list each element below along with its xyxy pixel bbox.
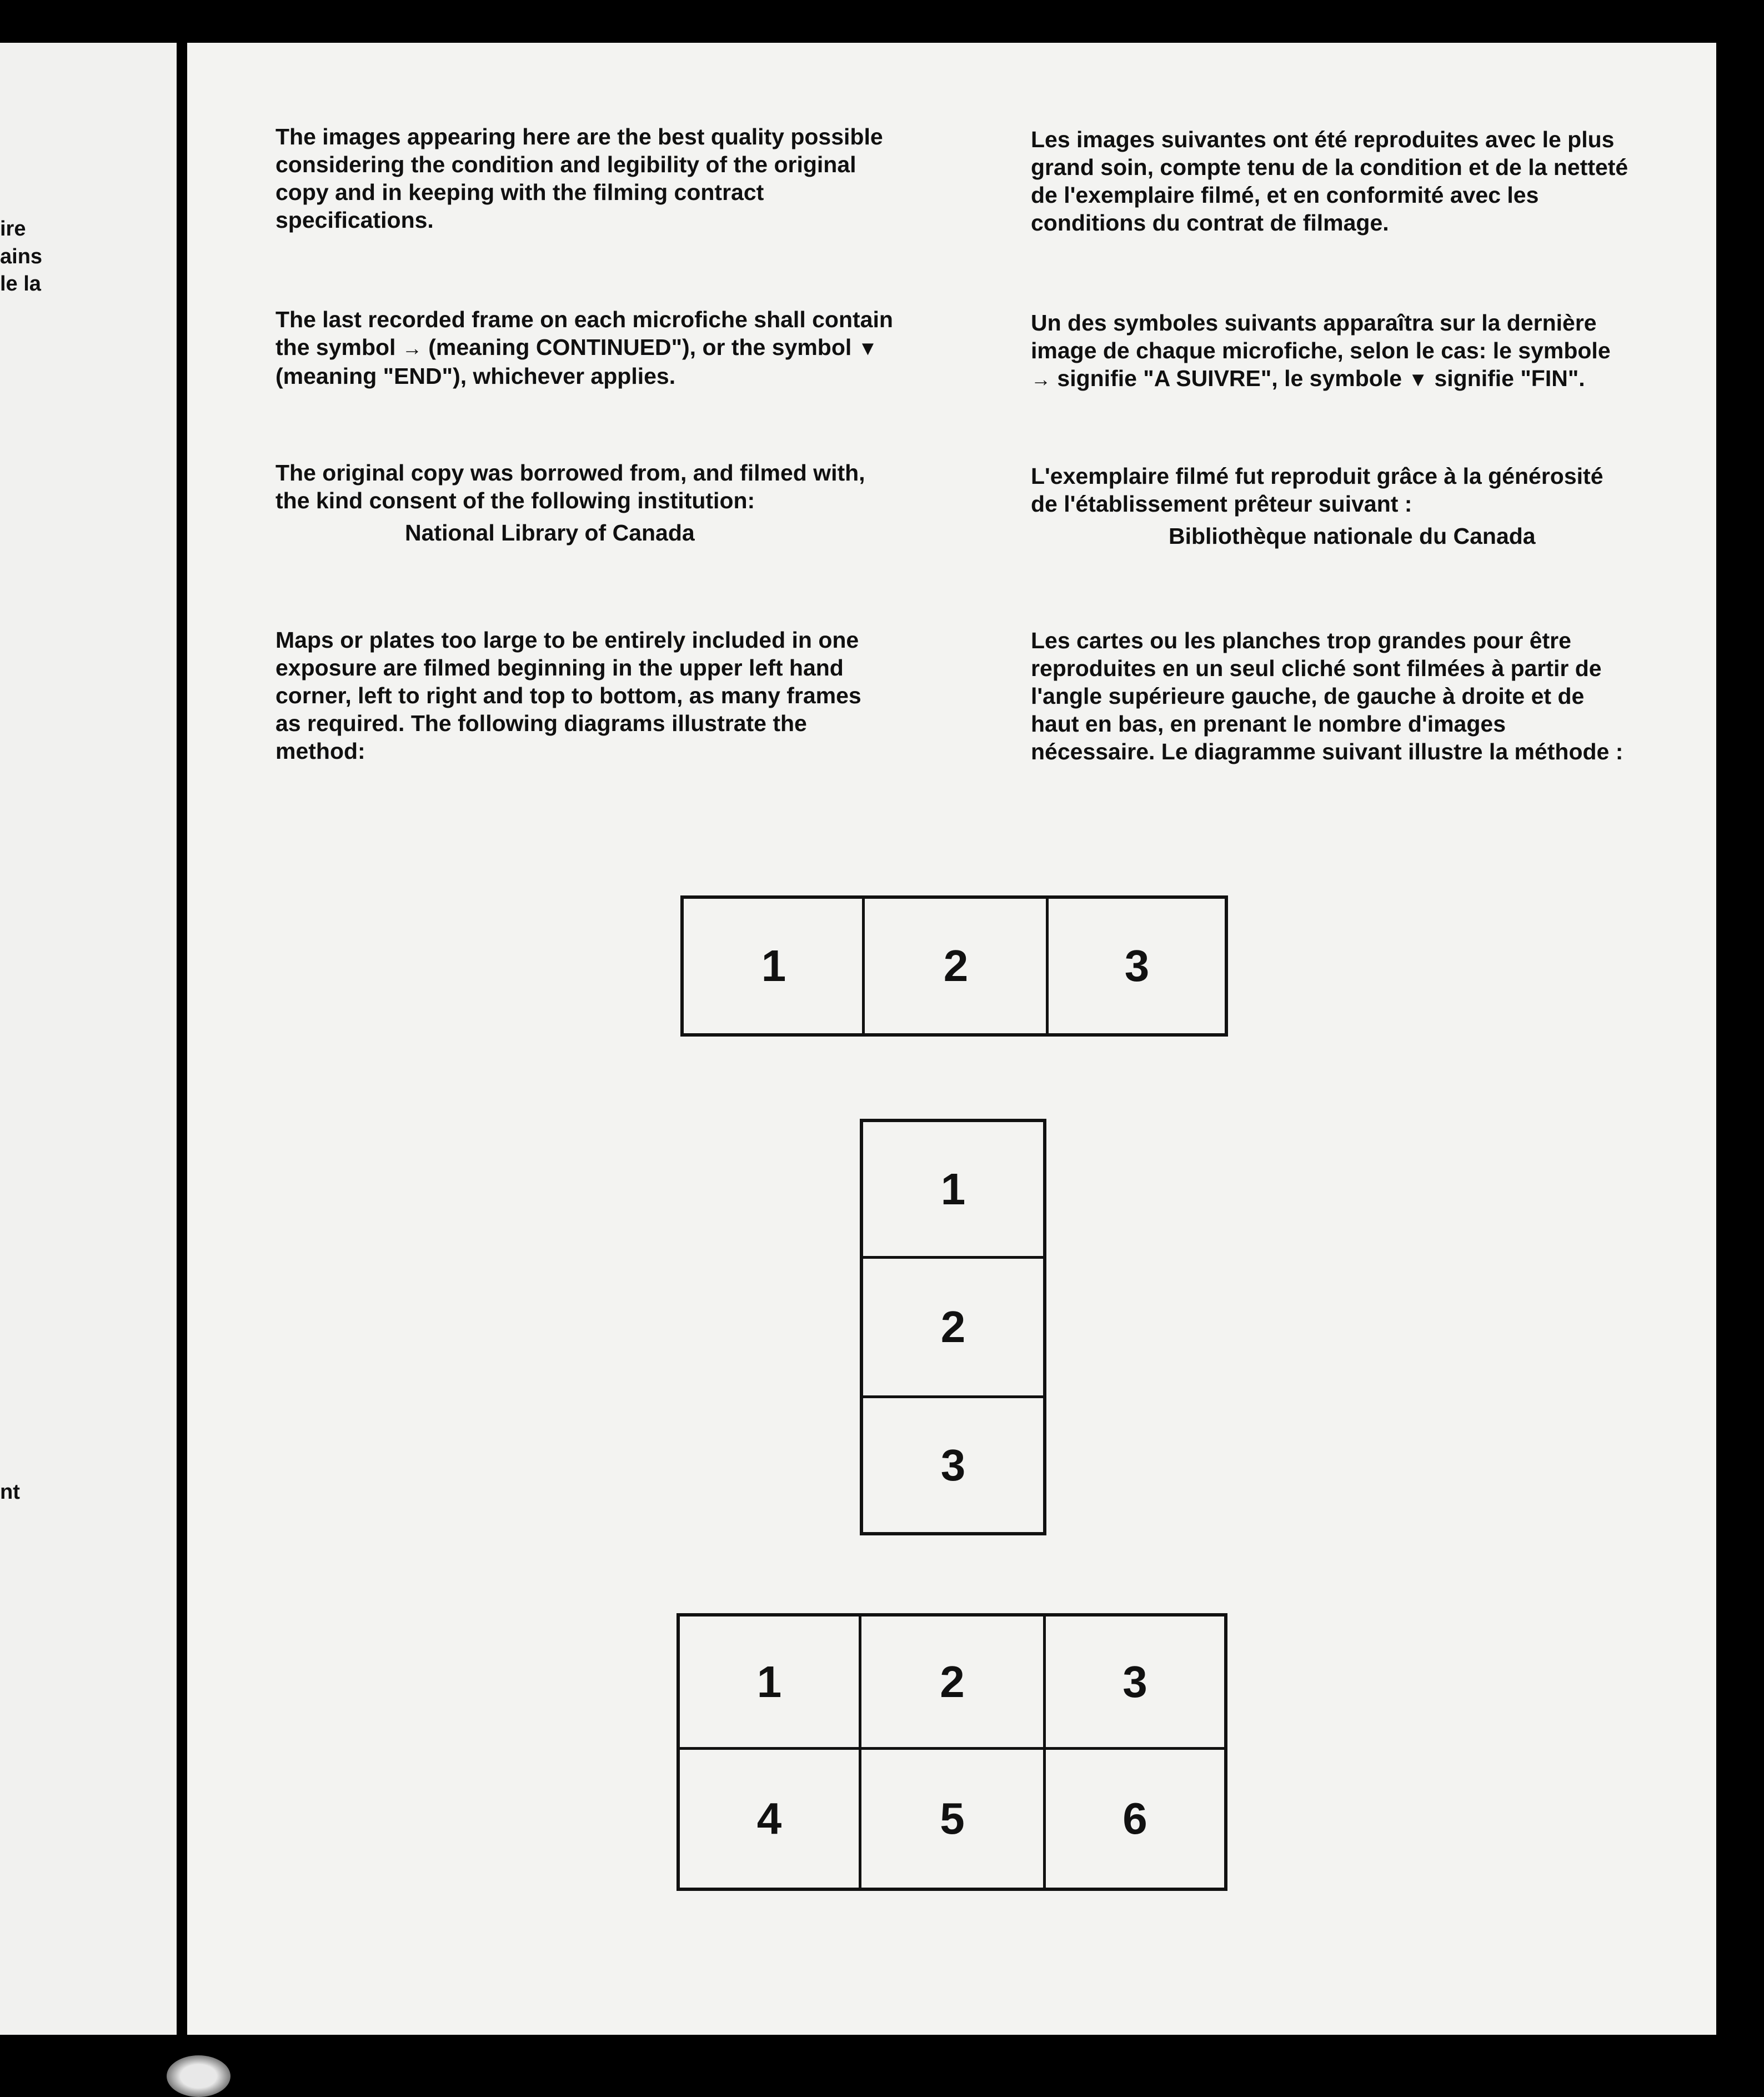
frame-cell: 3 (1122, 1656, 1147, 1706)
frame-cell: 2 (940, 1302, 966, 1352)
grid-frame-diagram (676, 1613, 1227, 1891)
frame-cell: 2 (940, 1656, 965, 1706)
end-triangle-icon: ▼ (1408, 368, 1429, 391)
frame-cell: 3 (940, 1440, 966, 1490)
english-institution-name: National Library of Canada (405, 520, 695, 545)
previous-page-edge (0, 43, 177, 2035)
english-quality-statement (275, 123, 898, 234)
english-paragraph-4: Maps or plates too large to be entirely included in one exposure are filmed beginning in the upper left hand corner, left to right and top to bottom, as many frames as required. The following diagrams illustrate the method: (275, 627, 861, 764)
french-paragraph-3: L'exemplaire filmé fut reproduit grâce à la générosité de l'établissement prêteur suivant : (1031, 463, 1603, 517)
english-paragraph-2: The last recorded frame on each microfiche shall contain the symbol → (meaning CONTINUED"), or the symbol ▼ (meaning "END"), whichever applies. (275, 307, 893, 389)
prev-page-fragment: ire (0, 217, 26, 241)
prev-page-fragment: le la (0, 272, 41, 296)
english-paragraph-1: The images appearing here are the best quality possible considering the condition and legibility of the original copy and in keeping with the filming contract specifications. (275, 124, 883, 233)
continued-arrow-icon: → (1031, 368, 1051, 391)
horizontal-frame-diagram (680, 895, 1228, 1037)
french-paragraph-1: Les images suivantes ont été reproduites avec le plus grand soin, compte tenu de la condition et de la netteté de l'exemplaire filmé, et en conformité avec les conditions du contrat de filmage. (1031, 127, 1628, 236)
french-maps-statement (1031, 627, 1631, 765)
frame-cell: 2 (943, 941, 969, 990)
french-institution-name: Bibliothèque nationale du Canada (1169, 523, 1536, 549)
english-symbol-statement (275, 306, 898, 390)
french-paragraph-2: Un des symboles suivants apparaîtra sur la dernière image de chaque microfiche, selon le cas: le symbole → signifie "A SUIVRE", le symbole ▼ signifie "FIN". (1031, 310, 1611, 391)
end-triangle-icon: ▼ (858, 337, 878, 359)
french-institution-statement (1031, 462, 1631, 550)
frame-cell: 1 (940, 1164, 966, 1214)
frame-cell: 1 (761, 941, 786, 990)
frame-cell: 3 (1124, 941, 1150, 990)
french-symbol-statement (1031, 309, 1631, 393)
frame-cell: 6 (1122, 1794, 1147, 1843)
prev-page-fragment: nt (0, 1480, 20, 1504)
frame-cell: 1 (756, 1656, 782, 1706)
continued-arrow-icon: → (402, 337, 422, 359)
frame-cell: 5 (940, 1794, 965, 1843)
english-maps-statement (275, 626, 864, 765)
film-artifact (167, 2055, 230, 2097)
frame-cell: 4 (756, 1794, 782, 1843)
english-institution-statement (275, 459, 898, 547)
vertical-frame-diagram (860, 1119, 1046, 1535)
french-quality-statement (1031, 126, 1631, 237)
french-paragraph-4: Les cartes ou les planches trop grandes pour être reproduites en un seul cliché sont filmées à partir de l'angle supérieure gauche, de gauche à droite et de haut en bas, en prenant le nombre d'images nécessaire. Le diagramme suivant illustre la méthode : (1031, 628, 1623, 764)
prev-page-fragment: ains (0, 245, 43, 268)
english-paragraph-3: The original copy was borrowed from, and filmed with, the kind consent of the following institution: (275, 460, 865, 513)
